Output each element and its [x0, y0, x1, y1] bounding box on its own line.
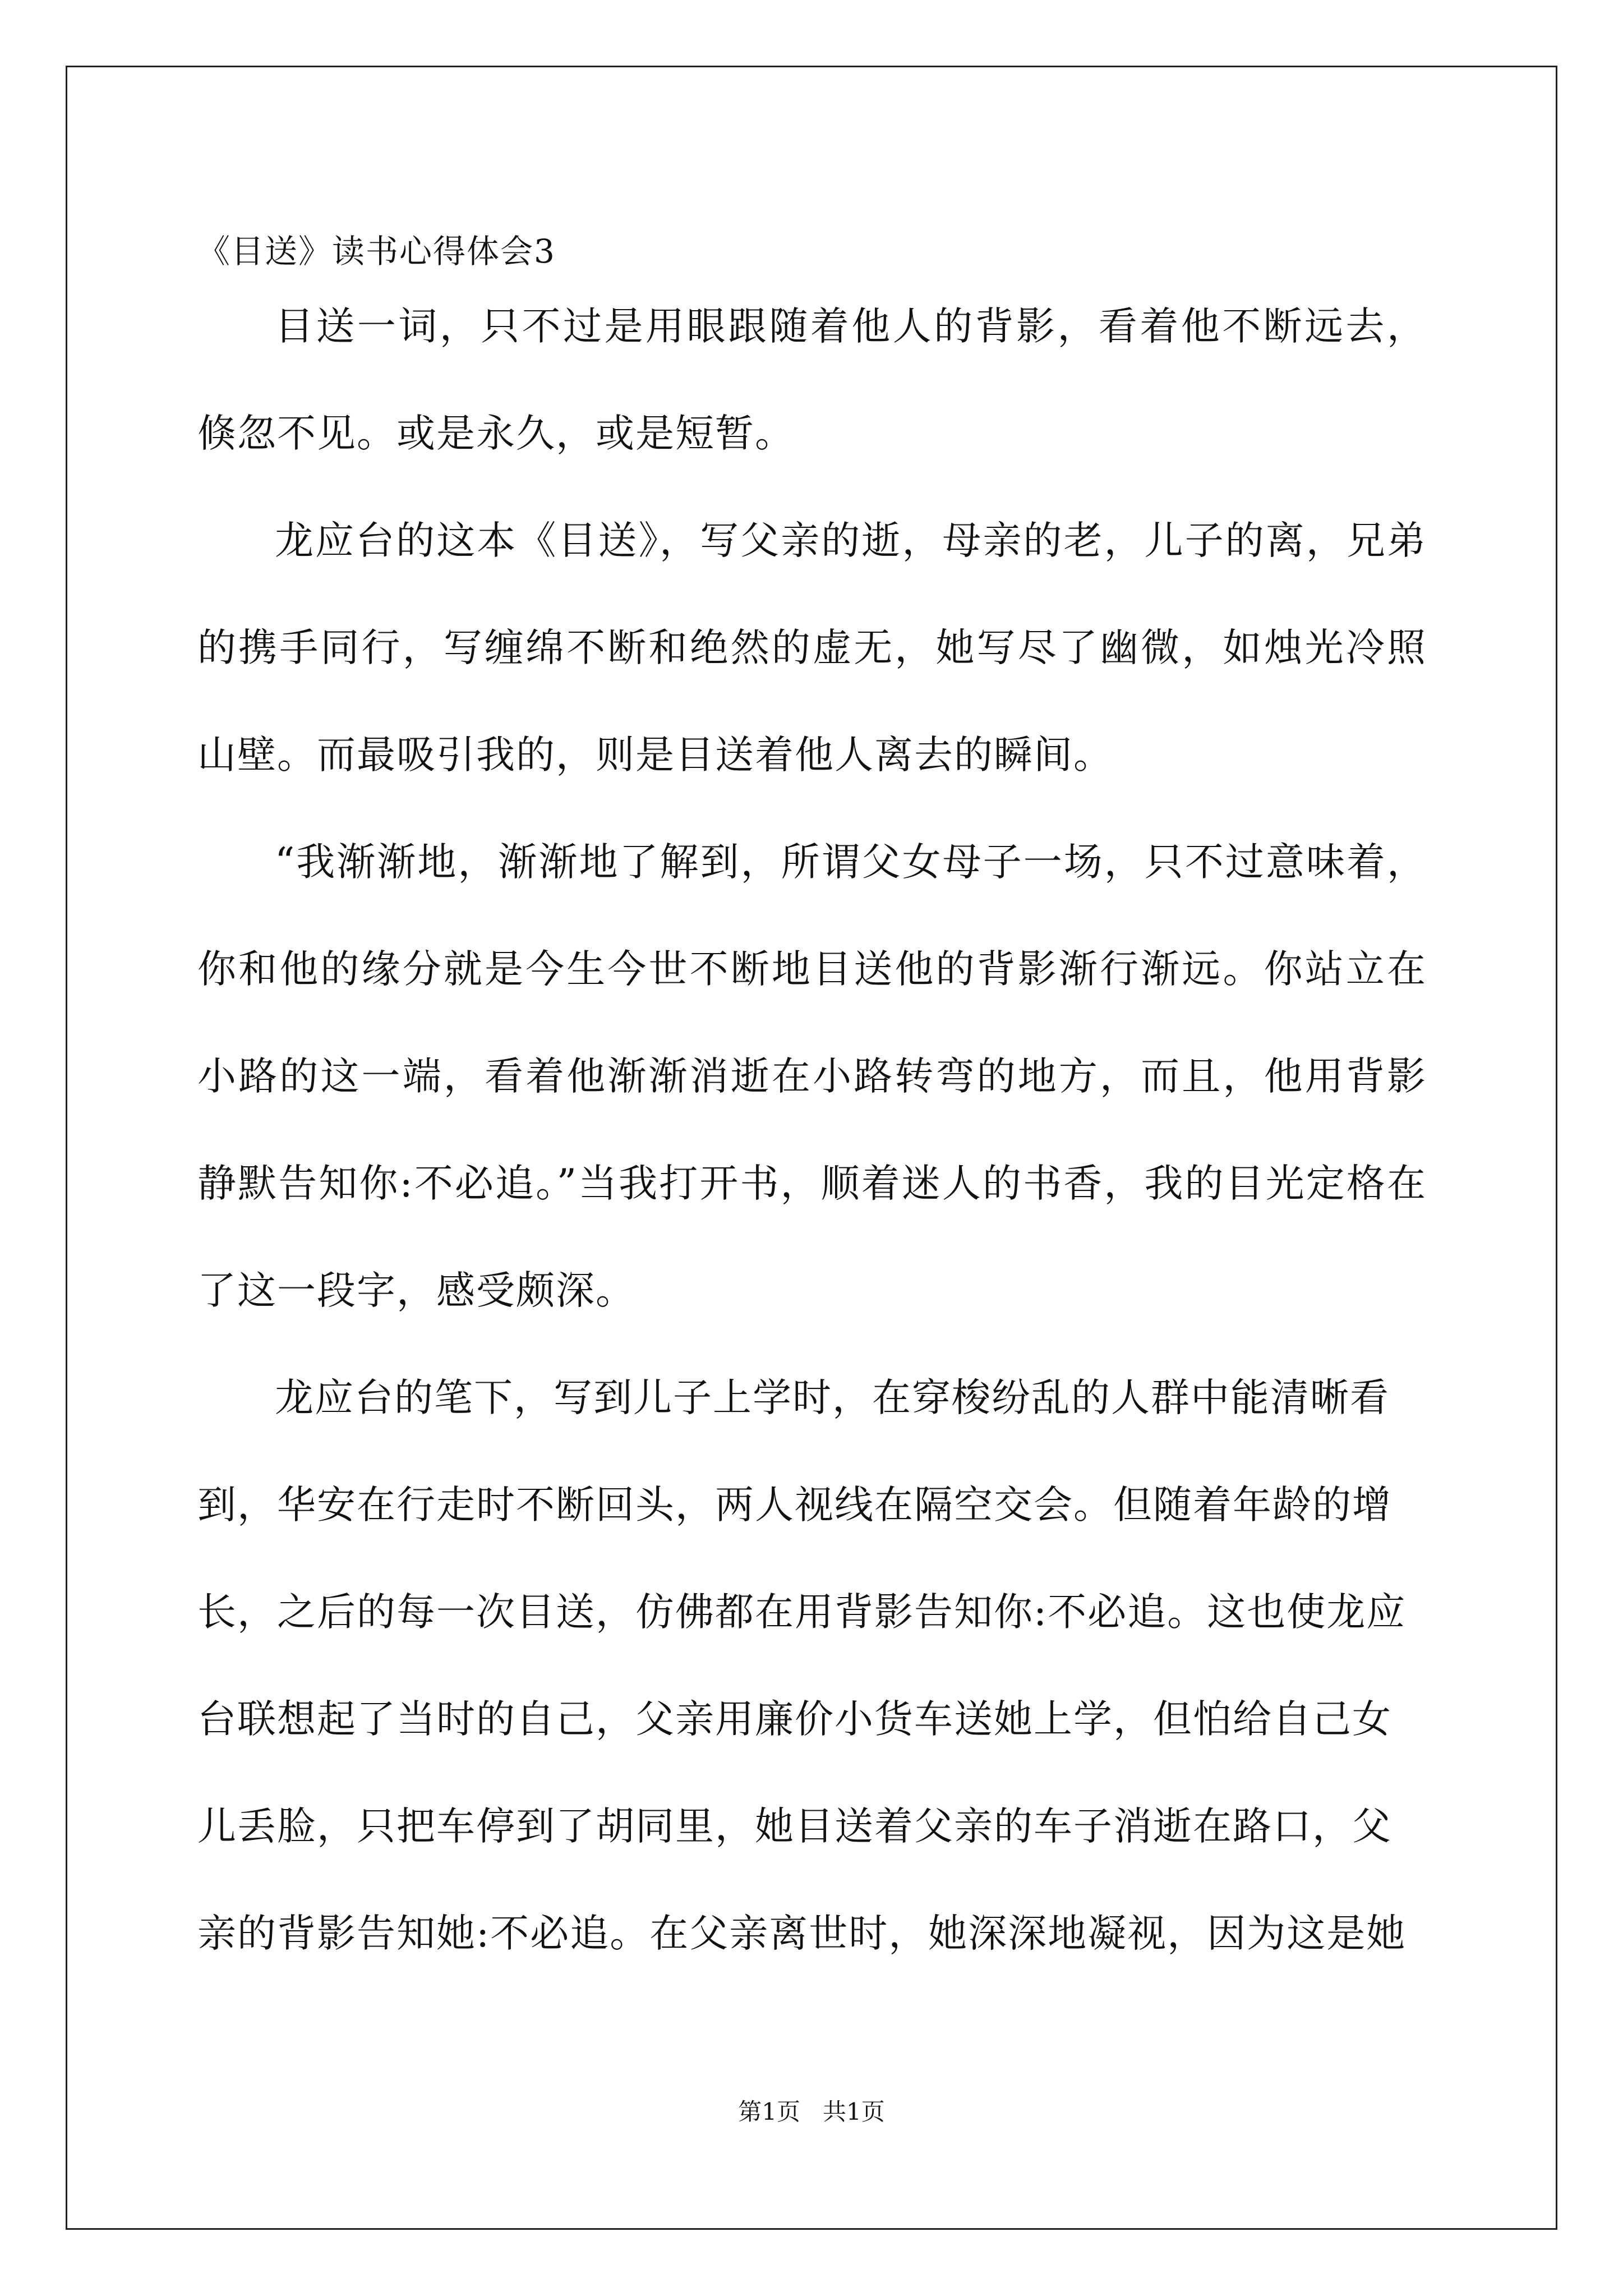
document-body: [197, 273, 1427, 1987]
paragraph-3: “我渐渐地，渐渐地了解到，所谓父女母子一场，只不过意味着，你和他的缘分就是今生今世不断地目送他的背影渐行渐远。你站立在小路的这一端，看着他渐渐消逝在小路转弯的地方，而且，他用背影静默告知你:不必追。”当我打开书，顺着迷人的书香，我的目光定格在了这一段字，感受颇深。: [197, 840, 1427, 1313]
page-number-total: 共1页: [823, 2098, 885, 2125]
paragraph-2: 龙应台的这本《目送》，写父亲的逝，母亲的老，儿子的离，兄弟的携手同行，写缠绵不断和绝然的虚无，她写尽了幽微，如烛光冷照山壁。而最吸引我的，则是目送着他人离去的瞬间。: [197, 518, 1427, 777]
paragraph-4: 龙应台的笔下，写到儿子上学时，在穿梭纷乱的人群中能清晰看到，华安在行走时不断回头，两人视线在隔空交会。但随着年龄的增长，之后的每一次目送，仿佛都在用背影告知你:不必追。这也使龙应台联想起了当时的自己，父亲用廉价小货车送她上学，但怕给自己女儿丢脸，只把车停到了胡同里，她目送着父亲的车子消逝在路口，父亲的背影告知她:不必追。在父亲离世时，她深深地凝视，因为这是她: [197, 1375, 1407, 1956]
document-title: 《目送》读书心得体会3: [197, 232, 556, 270]
paragraph-1: 目送一词，只不过是用眼跟随着他人的背影，看着他不断远去，倏忽不见。或是永久，或是短暂。: [197, 304, 1427, 456]
page-footer: [0, 2095, 1623, 2129]
page-number-current: 第1页: [738, 2098, 800, 2125]
